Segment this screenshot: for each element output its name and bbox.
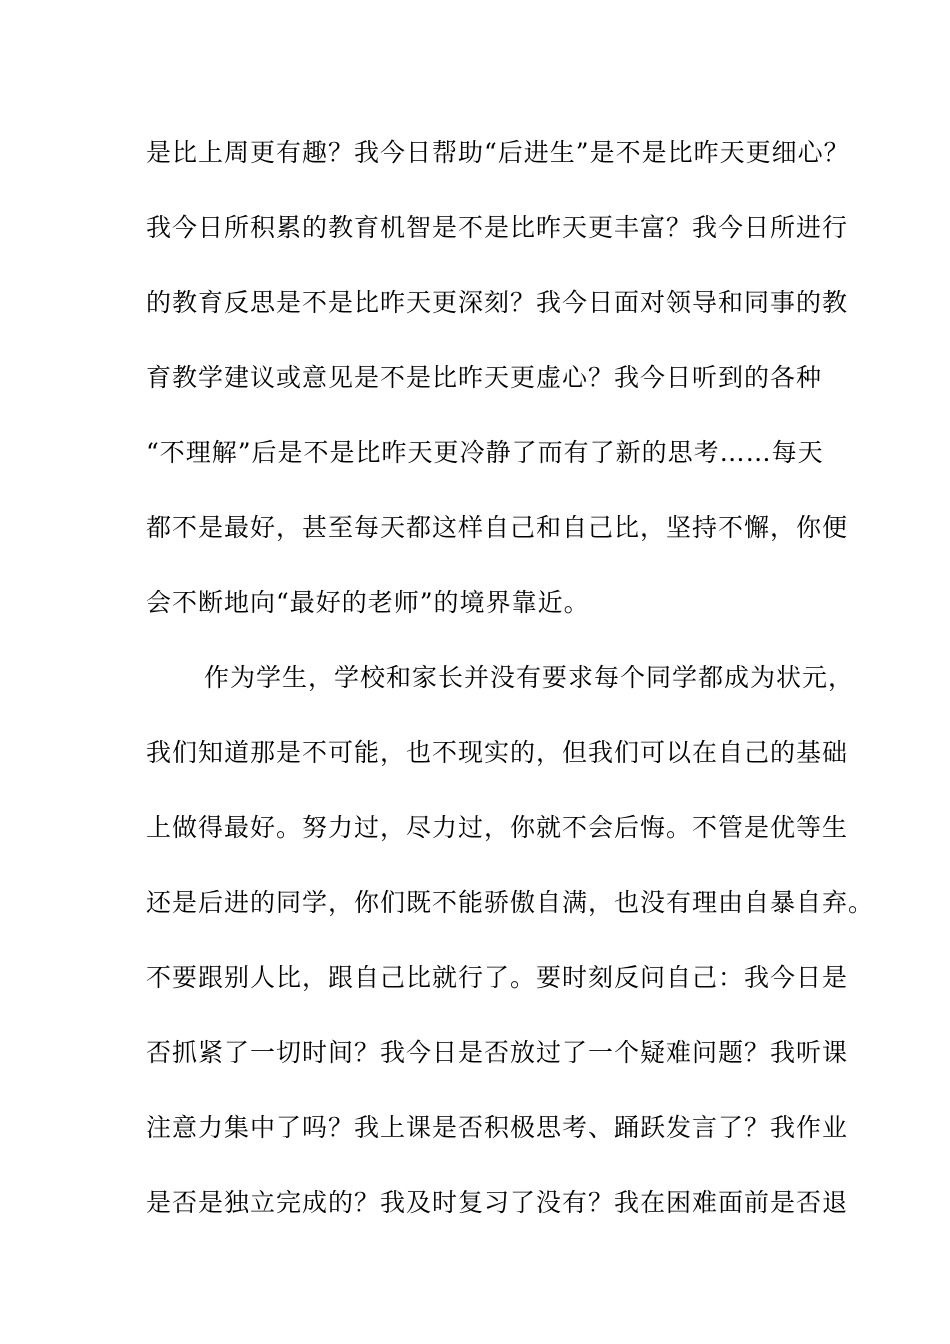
- paragraph-first-line: 作为学生，学校和家长并没有要求每个同学都成为状元，: [204, 663, 855, 692]
- text-line: 是比上周更有趣？我今日帮助“后进生”是不是比昨天更细心？: [146, 138, 850, 167]
- text-line: 不要跟别人比，跟自己比就行了。要时刻反问自己：我今日是: [146, 963, 849, 992]
- text-line: 会不断地向“最好的老师”的境界靠近。: [146, 588, 590, 617]
- text-line: 是否是独立完成的？我及时复习了没有？我在困难面前是否退: [146, 1188, 849, 1217]
- text-line: 上做得最好。努力过，尽力过，你就不会后悔。不管是优等生: [146, 813, 849, 842]
- text-line: “不理解”后是不是比昨天更冷静了而有了新的思考……每天: [146, 438, 824, 467]
- text-line: 我们知道那是不可能，也不现实的，但我们可以在自己的基础: [146, 738, 849, 767]
- text-line: 育教学建议或意见是不是比昨天更虚心？我今日听到的各种: [146, 363, 823, 392]
- text-line: 注意力集中了吗？我上课是否积极思考、踊跃发言了？我作业: [146, 1113, 849, 1142]
- text-line: 还是后进的同学，你们既不能骄傲自满，也没有理由自暴自弃。: [146, 888, 875, 917]
- body-text: [146, 131, 875, 1256]
- text-line: 都不是最好，甚至每天都这样自己和自己比，坚持不懈，你便: [146, 513, 849, 542]
- text-line: 的教育反思是不是比昨天更深刻？我今日面对领导和同事的教: [146, 288, 849, 317]
- text-line: 我今日所积累的教育机智是不是比昨天更丰富？我今日所进行: [146, 213, 849, 242]
- text-line: 否抓紧了一切时间？我今日是否放过了一个疑难问题？我听课: [146, 1038, 849, 1067]
